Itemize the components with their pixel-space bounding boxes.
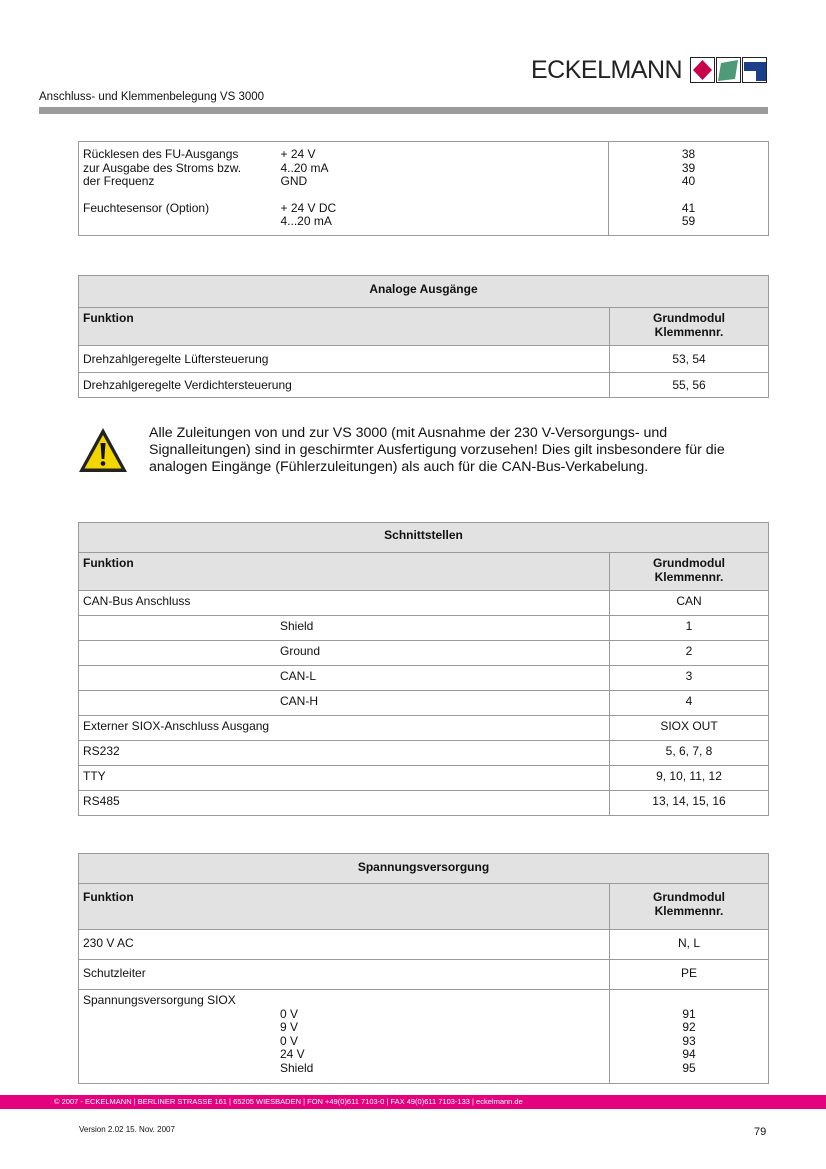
table-row [79,791,769,816]
sub-signal-label: 0 V [280,1006,299,1021]
function-cell: Drehzahlgeregelte Verdichtersteuerung [79,373,610,398]
function-cell: Spannungsversorgung SIOX [83,993,236,1007]
terminal-cell: 13, 14, 15, 16 [610,791,769,816]
header-line: Grundmodul [653,890,725,904]
header-line: Klemmennr. [654,325,724,339]
table-row [79,716,769,741]
signal-value: + 24 V DC [280,200,337,215]
signal-value: 4...20 mA [280,214,332,228]
signal-value: 4..20 mA [280,160,329,175]
table-title-row [79,854,769,884]
terminal-number: 41 [681,200,696,215]
column-header-function: Funktion [79,553,610,591]
terminal-number: 40 [681,174,696,188]
function-line: Feuchtesensor (Option) [83,200,210,215]
table-row [79,373,769,398]
table-row [79,616,769,641]
table-header-row [79,553,769,591]
table-row [79,641,769,666]
signal-value: + 24 V [280,147,316,161]
function-line: der Frequenz [83,174,155,188]
table-row [79,960,769,990]
terminal-cell: 55, 56 [610,373,769,398]
sub-signal-label: 24 V [280,1047,305,1061]
function-cell: Schutzleiter [79,960,610,990]
document-title: Anschluss- und Klemmenbelegung VS 3000 [39,91,265,103]
table-row [79,591,769,616]
column-header-terminal [610,553,769,591]
function-line: zur Ausgabe des Stroms bzw. [83,160,242,175]
table-row [79,691,769,716]
table-row [79,766,769,791]
signal-value: GND [280,174,308,188]
company-logo-icon [690,57,767,83]
terminal-number: 91 [682,1006,696,1021]
terminal-number: 38 [681,147,696,161]
column-header-terminal [610,308,769,346]
terminal-cell: SIOX OUT [610,716,769,741]
terminal-number: 92 [682,1020,696,1034]
sub-signal-label: 0 V [280,1033,299,1048]
terminal-cell: N, L [610,930,769,960]
function-cell: Externer SIOX-Anschluss Ausgang [83,719,270,733]
terminal-cell: 4 [610,691,769,716]
feedback-table [78,141,769,236]
shielding-warning-text: Alle Zuleitungen von und zur VS 3000 (mit Ausnahme der 230 V-Versorgungs- und Signalleitungen) sind in geschirmter Ausfertigung vorzusehen! Dies gilt insbesondere für die analogen Eingänge (Fühlerzuleitungen) als auch für die CAN-Bus-Verkabelung. [149,425,725,475]
table-title-row [79,523,769,553]
function-cell: RS485 [83,794,120,808]
sub-signal-label: Ground [280,644,321,658]
sub-signal-label: 9 V [280,1020,299,1034]
version-info: Version 2.02 15. Nov. 2007 [79,1125,175,1134]
table-row [79,741,769,766]
header-line: Klemmennr. [654,904,724,918]
column-header-function: Funktion [79,308,610,346]
terminal-cell: 53, 54 [610,346,769,373]
terminal-number: 59 [681,214,696,228]
table-row [79,142,769,199]
function-cell: CAN-Bus Anschluss [83,594,191,608]
warning-triangle-icon [77,426,129,474]
terminal-number: 95 [682,1060,696,1075]
sub-signal-label: Shield [280,619,314,633]
function-cell: RS232 [83,744,120,758]
terminal-cell: CAN [610,591,769,616]
terminal-cell: 1 [610,616,769,641]
power-supply-table [78,853,769,1084]
table-row [79,666,769,691]
footer-contact-bar: © 2007 - ECKELMANN | BERLINER STRASSE 161 | 65205 WIESBADEN | FON +49(0)611 7103-0 | FAX 49(0)611 7103-133 | eckelmann.de [0,1095,826,1109]
function-cell: 230 V AC [79,930,610,960]
sub-signal-label: Shield [280,1060,314,1075]
terminal-cell: 3 [610,666,769,691]
header-line: Grundmodul [653,556,725,570]
terminal-cell: 9, 10, 11, 12 [610,766,769,791]
table-title: Spannungsversorgung [79,854,769,884]
page-number: 79 [754,1126,767,1138]
header-line: Klemmennr. [654,570,724,584]
column-header-terminal [610,884,769,930]
table-header-row [79,308,769,346]
analog-outputs-table [78,275,769,398]
header-divider [39,107,768,114]
table-title-row [79,276,769,308]
table-title: Analoge Ausgänge [79,276,769,308]
table-row [79,346,769,373]
terminal-number: 39 [681,160,696,175]
sub-signal-label: CAN-L [280,669,317,683]
table-row [79,930,769,960]
table-row [79,990,769,1084]
interfaces-table [78,522,769,816]
company-logo-text: ECKELMANN [531,56,683,84]
function-cell: Drehzahlgeregelte Lüftersteuerung [79,346,610,373]
column-header-function: Funktion [79,884,610,930]
sub-signal-label: CAN-H [280,694,318,708]
terminal-number: 94 [682,1047,696,1061]
terminal-number: 93 [682,1033,696,1048]
table-title: Schnittstellen [79,523,769,553]
terminal-cell: 2 [610,641,769,666]
function-cell: TTY [83,769,106,783]
terminal-cell: 5, 6, 7, 8 [610,741,769,766]
terminal-cell: PE [610,960,769,990]
table-row [79,199,769,236]
function-line: Rücklesen des FU-Ausgangs [83,147,239,161]
table-header-row [79,884,769,930]
header-line: Grundmodul [653,311,725,325]
